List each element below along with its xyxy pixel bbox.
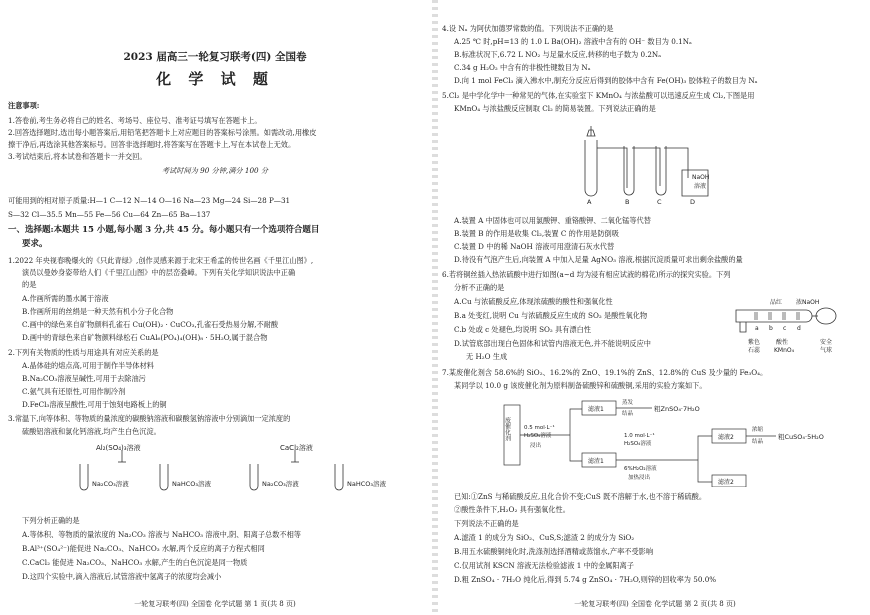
option: D.待没有气泡产生后,向装置 A 中加入足量 AgNO₃ 溶液,根据沉淀质量可求出剩余盐酸的量 — [454, 255, 743, 264]
reagent-label: Al₂(SO₄)₃溶液 — [96, 444, 141, 452]
apparatus-label: D — [690, 198, 696, 206]
apparatus-label: C — [657, 198, 662, 206]
option: B.用五水硫酸铜纯化时,洗涤剂选择酒精或蒸馏水,产率不受影响 — [454, 547, 654, 556]
option: B.Al³⁺(SO₄²⁻)能促进 Na₂CO₃、NaHCO₃ 水解,两个反应的离子方程式相同 — [22, 544, 265, 553]
tube-label: Na₂CO₃溶液 — [262, 480, 299, 488]
subject-title: 化 学 试 题 — [156, 70, 274, 88]
question-3: 硫酸铝溶液和氯化钙溶液,均产生白色沉淀。 — [22, 427, 161, 436]
option: C.画中的绿色来自矿物颜料孔雀石 Cu(OH)₂ · CuCO₃,孔雀石受热易分解,不耐酸 — [22, 320, 279, 329]
q7-flowchart — [500, 395, 830, 487]
question-4: 4.设 Nₐ 为阿伏加德罗常数的值。下列说法不正确的是 — [442, 24, 614, 33]
flow-label: 0.5 mol·L⁻¹ — [524, 425, 555, 431]
binding-gutter — [432, 0, 438, 615]
tube-label: Na₂CO₃溶液 — [92, 480, 129, 488]
exam-title: 2023 届高三一轮复习联考(四) 全国卷 — [123, 51, 307, 63]
question-7-note: 已知:①ZnS 与稀硫酸反应,且化合价不变;CuS 既不溶解于水,也不溶于稀硫酸。 — [454, 492, 707, 501]
option: B.装置 B 的作用是收集 Cl₂,装置 C 的作用是防倒吸 — [454, 229, 619, 238]
option: A.装置 A 中固体也可以用氯酸钾、重铬酸钾、二氧化锰等代替 — [454, 216, 651, 225]
question-5: 5.Cl₂ 是中学化学中一种常见的气体,在实验室下 KMnO₄ 与浓盐酸可以迅速反应生成 Cl₂,下图是用 — [442, 91, 755, 100]
flow-label: H₂SO₄溶液 — [624, 441, 652, 447]
flow-node: 滤液2 — [718, 434, 734, 441]
option: D.向 1 mol FeCl₃ 滴入沸水中,制充分反应后得到的胶体中含有 Fe(OH)₃ 胶体粒子的数目为 Nₐ — [454, 76, 758, 85]
option: C.34 g H₂O₂ 中含有的非极性键数目为 Nₐ — [454, 63, 591, 72]
reagent-label: 浓NaOH — [796, 299, 820, 306]
option: D.画中的青绿色来自矿物颜料绿松石 CuAl₆(PO₄)₄(OH)₈ · 5H₂O,属于混合物 — [22, 333, 268, 342]
page-2 — [440, 0, 870, 615]
question-7: 7.某废催化剂含 58.6%的 SiO₂、16.2%的 ZnO、19.1%的 ZnS、12.8%的 CuS 及少量的 Fe₃O₄。 — [442, 368, 768, 377]
section-heading: 一、选择题:本题共 15 小题,每小题 3 分,共 45 分。每小题只有一个选项符合题目 — [8, 225, 320, 235]
option: C.CaCl₂ 能促进 Na₂CO₃、NaHCO₃ 水解,产生的白色沉淀是同一物质 — [22, 558, 248, 567]
tube-label: NaHCO₃溶液 — [172, 480, 211, 488]
reagent-label: 安全 — [820, 339, 833, 346]
question-7-prompt: 下列说法不正确的是 — [454, 519, 519, 528]
apparatus-label: A — [587, 198, 592, 206]
note-line: 2.回答选择题时,选出每小题答案后,用铅笔把答题卡上对应题目的答案标号涂黑。如需改动,用橡皮 — [8, 128, 317, 137]
reagent-label: 石蕊 — [748, 347, 761, 354]
option: B.a 处变红,说明 Cu 与浓硫酸反应生成的 SO₂ 是酸性氧化物 — [454, 311, 648, 320]
note-line: 1.答卷前,考生务必将自己的姓名、考场号、座位号、准考证号填写在答题卡上。 — [8, 116, 262, 125]
question-3-prompt: 下列分析正确的是 — [22, 516, 80, 525]
cotton-label: c — [783, 325, 787, 332]
flow-label: 结晶 — [622, 411, 634, 417]
naoh-label: 溶液 — [694, 183, 707, 190]
flow-label: 1.0 mol·L⁻¹ — [624, 433, 655, 439]
question-7: 某同学以 10.0 g 该废催化剂为原料制备硫酸锌和硫酸铜,采用的实验方案如下。 — [454, 381, 707, 390]
page-footer: 一轮复习联考(四) 全国卷 化学试题 第 2 页(共 8 页) — [574, 600, 736, 608]
flow-label: 加热浸出 — [628, 475, 651, 481]
reagent-label: 紫色 — [748, 339, 761, 346]
cotton-label: a — [755, 325, 759, 332]
option: A.Cu 与浓硫酸反应,体现浓硫酸的酸性和强氧化性 — [454, 297, 613, 306]
cotton-label: b — [769, 325, 773, 332]
flow-product: 粗CuSO₄·5H₂O — [778, 433, 824, 441]
question-3: 3.常温下,向等体积、等物质的量浓度的碳酸钠溶液和碳酸氢钠溶液中分别滴加一定浓度的 — [8, 414, 291, 423]
question-2: 2.下列有关物质的性质与用途具有对应关系的是 — [8, 348, 159, 357]
apparatus-label: B — [625, 198, 630, 206]
reagent-label: 品红 — [770, 299, 783, 306]
option: A.等体积、等物质的量浓度的 Na₂CO₃ 溶液与 NaHCO₃ 溶液中,阴、阳离子总数不相等 — [22, 530, 301, 539]
option: 无 H₂O 生成 — [466, 352, 508, 361]
q3-test-tubes-figure — [60, 442, 400, 498]
page-footer: 一轮复习联考(四) 全国卷 化学试题 第 1 页(共 8 页) — [134, 600, 296, 608]
option: D.试管底部出现白色固体和试管内溶液无色,并不能说明反应中 — [454, 339, 651, 348]
flow-label: 浓缩 — [752, 427, 764, 433]
atomic-masses: 可能用到的相对原子质量:H—1 C—12 N—14 O—16 Na—23 Mg—24 Si—28 P—31 — [8, 196, 291, 205]
note-line: 3.考试结束后,将本试卷和答题卡一并交回。 — [8, 152, 147, 161]
tube-label: NaHCO₃溶液 — [347, 480, 386, 488]
option: C.b 处或 c 处褪色,均说明 SO₂ 具有漂白性 — [454, 325, 591, 334]
flow-product: 粗ZnSO₄·7H₂O — [654, 405, 700, 413]
option: D.这四个实验中,滴入溶液后,试管溶液中氢离子的浓度均会减小 — [22, 572, 222, 581]
notes-heading: 注意事项: — [8, 101, 40, 110]
q6-apparatus-figure — [730, 296, 860, 362]
reagent-label: CaCl₂溶液 — [280, 444, 313, 452]
note-line: 擦干净后,再选涂其他答案标号。回答非选择题时,将答案写在答题卡上,写在本试卷上无效。 — [8, 140, 296, 149]
option: D.FeCl₃溶液呈酸性,可用于蚀刻电路板上的铜 — [22, 400, 167, 409]
question-1: 的是 — [22, 280, 37, 289]
naoh-label: NaOH — [692, 174, 710, 181]
time-note: 考试时间为 90 分钟,满分 100 分 — [161, 166, 269, 175]
atomic-masses: S—32 Cl—35.5 Mn—55 Fe—56 Cu—64 Zn—65 Ba—137 — [8, 210, 211, 219]
question-1: 演员以曼妙身姿带给人们《千里江山图》中的层峦叠嶂。下列有关化学知识说法中正确 — [22, 268, 296, 277]
question-5: KMnO₄ 与浓盐酸反应制取 Cl₂ 的简易装置。下列说法正确的是 — [454, 104, 656, 113]
flow-label: H₂SO₄溶液 — [524, 433, 552, 439]
option: C.氨气具有还原性,可用作制冷剂 — [22, 387, 126, 396]
option: B.作画所用的丝绢是一种天然有机小分子化合物 — [22, 307, 174, 316]
question-6: 分析不正确的是 — [454, 283, 505, 292]
option: D.粗 ZnSO₄ · 7H₂O 纯化后,得到 5.74 g ZnSO₄ · 7H₂O,则锌的回收率为 50.0% — [454, 575, 717, 584]
page-1 — [0, 0, 430, 615]
option: A.作画所需的墨水属于溶液 — [22, 294, 109, 303]
flow-label: 废催化剂 — [503, 417, 511, 441]
flow-node: 滤渣2 — [718, 479, 734, 486]
option: C.仅用试剂 KSCN 溶液无法检验滤液 1 中的金属阳离子 — [454, 561, 634, 570]
reagent-label: 气球 — [820, 347, 833, 354]
flow-node: 滤渣1 — [588, 458, 604, 465]
option: B.标准状况下,6.72 L NO₂ 与足量水反应,转移的电子数为 0.2Nₐ — [454, 50, 661, 59]
flow-label: 6%H₂O₂溶液 — [624, 466, 657, 472]
flow-label: 浸出 — [530, 443, 542, 449]
cotton-label: d — [797, 325, 801, 332]
option: A.25 ℃ 时,pH=13 的 1.0 L Ba(OH)₂ 溶液中含有的 OH⁻ 数目为 0.1Nₐ — [454, 37, 692, 46]
flow-label: 结晶 — [752, 439, 764, 445]
question-7-note: ②酸性条件下,H₂O₂ 具有强氧化性。 — [454, 505, 570, 514]
question-6: 6.若将铜丝插入热浓硫酸中进行如图(a~d 均为浸有相应试液的棉花)所示的探究实验。下列 — [442, 270, 731, 279]
flow-node: 滤液1 — [588, 406, 604, 413]
question-1: 1.2022 年央视春晚爆火的《只此青绿》,创作灵感来源于北宋王希孟的传世名画《千里江山图》, — [8, 256, 314, 265]
option: A.晶体硅的熔点高,可用于制作半导体材料 — [22, 361, 154, 370]
q5-apparatus-figure — [570, 118, 730, 210]
option: A.滤渣 1 的成分为 SiO₂、CuS,S;滤渣 2 的成分为 SiO₂ — [454, 533, 635, 542]
section-heading: 要求。 — [22, 239, 48, 249]
flow-label: 蒸发 — [622, 400, 634, 406]
option: C.装置 D 中的稀 NaOH 溶液可用澄清石灰水代替 — [454, 242, 615, 251]
reagent-label: 酸性 — [776, 339, 789, 346]
option: B.Na₂CO₃溶液呈碱性,可用于去除油污 — [22, 374, 146, 383]
reagent-label: KMnO₄ — [774, 347, 795, 354]
